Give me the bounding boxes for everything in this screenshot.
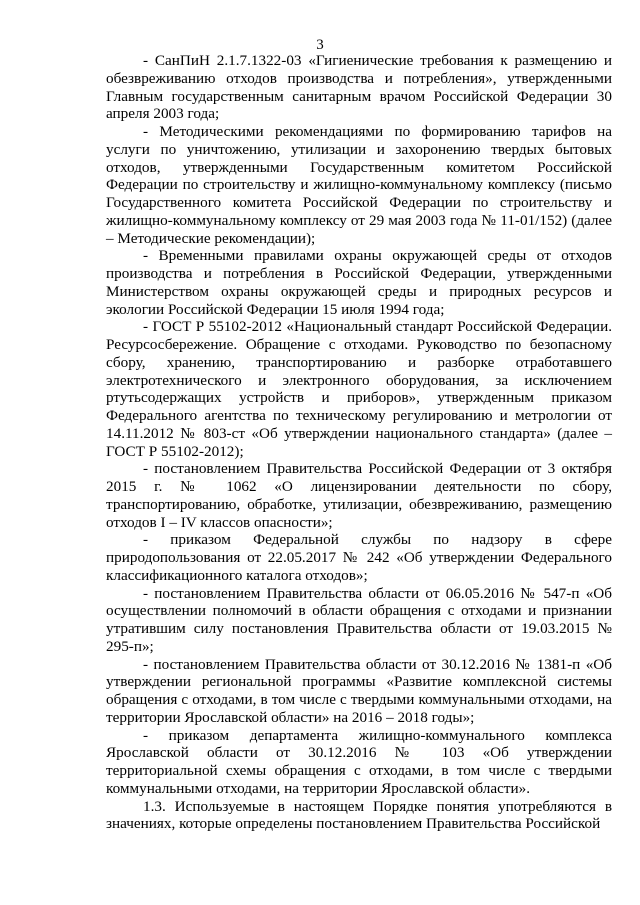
paragraph-1-3-definitions: 1.3. Используемые в настоящем Порядке понятия употребляются в значениях, которые определены постановлением Правительства Российской [106,797,612,833]
paragraph-resolution-1062: - постановлением Правительства Российской Федерации от 3 октября 2015 г. № 1062 «О лицензировании деятельности по сбору, транспортированию, обработке, утилизации, обезвреживанию, размещению отходов I – IV классов опасности»; [106,460,612,531]
paragraph-order-103: - приказом департамента жилищно-коммунального комплекса Ярославской области от 30.12.2016 № 103 «Об утверждении территориальной схемы обращения с отходами, в том числе с твердыми коммунальными отходами, на территории Ярославской области». [106,726,612,797]
document-body [106,52,612,833]
paragraph-order-242: - приказом Федеральной службы по надзору в сфере природопользования от 22.05.2017 № 242 «Об утверждении Федерального классификационного каталога отходов»; [106,531,612,584]
paragraph-sanpin: - СанПиН 2.1.7.1322-03 «Гигиенические требования к размещению и обезвреживанию отходов производства и потребления», утвержденными Главным государственным санитарным врачом Российской Федерации 30 апреля 2003 года; [106,52,612,123]
paragraph-gost: - ГОСТ Р 55102-2012 «Национальный стандарт Российской Федерации. Ресурсосбережение. Обращение с отходами. Руководство по безопасному сбору, хранению, транспортированию и разборке отработавшего электротехнического и электронного оборудования, за исключением ртутьсодержащих устройств и приборов», утвержденным приказом Федерального агентства по техническому регулированию и метрологии от 14.11.2012 № 803-ст «Об утверждении национального стандарта» (далее – ГОСТ Р 55102-2012); [106,318,612,460]
paragraph-resolution-547: - постановлением Правительства области от 06.05.2016 № 547-п «Об осуществлении полномочий в области обращения с отходами и признании утратившим силу постановления Правительства области от 19.03.2015 № 295-п»; [106,584,612,655]
paragraph-resolution-1381: - постановлением Правительства области от 30.12.2016 № 1381-п «Об утверждении региональной программы «Развитие комплексной системы обращения с отходами, в том числе с твердыми коммунальными отходами, на территории Ярославской области» на 2016 – 2018 годы»; [106,655,612,726]
paragraph-method-recommendations: - Методическими рекомендациями по формированию тарифов на услуги по уничтожению, утилизации и захоронению твердых бытовых отходов, утвержденными Государственным комитетом Российской Федерации по строительству и жилищно-коммунальному комплексу (письмо Государственного комитета Российской Федерации по строительству и жилищно-коммунальному комплексу от 29 мая 2003 года № 11-01/152) (далее – Методические рекомендации); [106,123,612,247]
paragraph-temporary-rules: - Временными правилами охраны окружающей среды от отходов производства и потребления в Российской Федерации, утвержденными Министерством охраны окружающей среды и природных ресурсов и экологии Российской Федерации 15 июля 1994 года; [106,247,612,318]
page-number: 3 [316,37,324,53]
